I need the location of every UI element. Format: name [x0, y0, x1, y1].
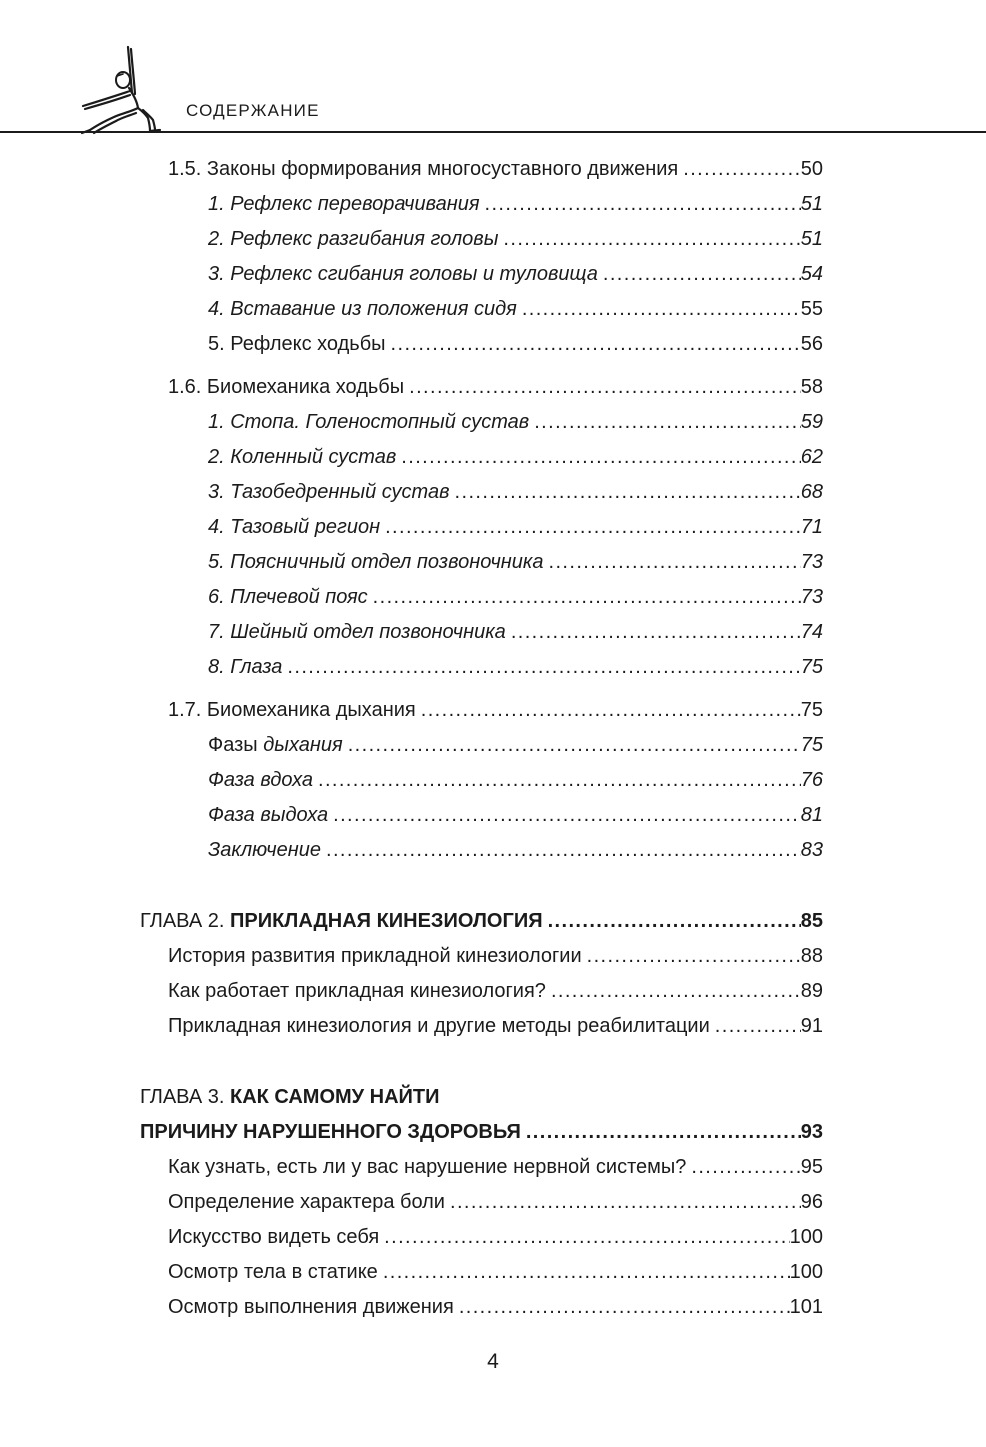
- toc-entry-page: 89: [800, 980, 823, 1002]
- toc-entry: [208, 545, 823, 580]
- toc-entry-page: 54: [800, 263, 823, 285]
- toc-entry: [168, 939, 823, 974]
- toc-entry-page: 58: [800, 376, 823, 398]
- toc-dot-leader: [445, 1185, 801, 1220]
- toc-dot-leader: [379, 1220, 789, 1255]
- toc-entry: [208, 580, 823, 615]
- toc-entry-label: 7. Шейный отдел позвоночника: [208, 621, 506, 643]
- toc-entry-label: 2. Коленный сустав: [208, 446, 397, 468]
- page-number: 4: [487, 1350, 499, 1373]
- toc-dot-leader: [282, 650, 800, 685]
- toc-entry: [140, 1080, 823, 1115]
- toc-entry-page: 85: [800, 910, 823, 932]
- toc-entry-label: 4. Тазовый регион: [208, 516, 381, 538]
- toc-entry: [140, 1115, 823, 1150]
- toc-dot-leader: [544, 545, 801, 580]
- toc-entry: [168, 1220, 823, 1255]
- toc-entry: [208, 292, 823, 327]
- toc-entry-label: Искусство видеть себя: [168, 1226, 380, 1248]
- toc-dot-leader: [517, 292, 801, 327]
- gymnast-figure-icon: [72, 40, 187, 136]
- toc-entry: [168, 1255, 823, 1290]
- toc-entry: [168, 1009, 823, 1044]
- toc-dot-leader: [416, 693, 801, 728]
- toc-entry-page: 96: [800, 1191, 823, 1213]
- toc-entry-label: 5. Поясничный отдел позвоночника: [208, 551, 544, 573]
- toc-entry-label: Прикладная кинезиология и другие методы реабилитации: [168, 1015, 710, 1037]
- toc-dot-leader: [506, 615, 801, 650]
- toc-entry: [168, 370, 823, 405]
- toc-entry: [208, 222, 823, 257]
- toc-entry-page: 83: [800, 839, 823, 861]
- toc-entry-label: 3. Тазобедренный сустав: [208, 481, 450, 503]
- table-of-contents: [0, 140, 986, 1325]
- toc-entry-page: 55: [800, 298, 823, 320]
- toc-entry-page: 93: [800, 1121, 823, 1143]
- toc-dot-leader: [386, 327, 801, 362]
- toc-entry: [208, 405, 823, 440]
- toc-entry-label: ГЛАВА 2. ПРИКЛАДНАЯ КИНЕЗИОЛОГИЯ: [140, 910, 543, 932]
- toc-dot-leader: [313, 763, 801, 798]
- toc-entry-page: 75: [800, 734, 823, 756]
- toc-entry-label: Как узнать, есть ли у вас нарушение нервной системы?: [168, 1156, 687, 1178]
- toc-entry: [208, 763, 823, 798]
- toc-entry: [208, 257, 823, 292]
- toc-entry: [208, 327, 823, 362]
- toc-entry-label: Фаза вдоха: [208, 769, 313, 791]
- toc-entry: [168, 1185, 823, 1220]
- toc-entry-label: 1.6. Биомеханика ходьбы: [168, 376, 405, 398]
- toc-entry-label: ГЛАВА 3. КАК САМОМУ НАЙТИ: [140, 1086, 440, 1108]
- toc-dot-leader: [480, 187, 801, 222]
- toc-entry-label: 4. Вставание из положения сидя: [208, 298, 517, 320]
- toc-entry-page: 50: [800, 158, 823, 180]
- toc-entry-page: 71: [800, 516, 823, 538]
- toc-entry: [168, 152, 823, 187]
- toc-entry: [208, 187, 823, 222]
- toc-entry-label: 1. Стопа. Голеностопный сустав: [208, 411, 530, 433]
- toc-dot-leader: [598, 257, 801, 292]
- toc-entry: [208, 728, 823, 763]
- toc-dot-leader: [368, 580, 801, 615]
- toc-entry-page: 75: [800, 699, 823, 721]
- toc-entry-page: 51: [800, 193, 823, 215]
- toc-dot-leader: [521, 1115, 801, 1150]
- toc-dot-leader: [321, 833, 801, 868]
- page-header: [0, 0, 986, 140]
- toc-entry-label: 8. Глаза: [208, 656, 283, 678]
- toc-entry-label: Осмотр выполнения движения: [168, 1296, 454, 1318]
- toc-dot-leader: [543, 904, 801, 939]
- toc-dot-leader: [396, 440, 800, 475]
- toc-entry-label: 1. Рефлекс переворачивания: [208, 193, 480, 215]
- toc-dot-leader: [380, 510, 801, 545]
- toc-entry-label: Определение характера боли: [168, 1191, 445, 1213]
- toc-entry: [208, 798, 823, 833]
- toc-entry-label: Как работает прикладная кинезиология?: [168, 980, 546, 1002]
- toc-dot-leader: [529, 405, 801, 440]
- toc-entry-page: 88: [800, 945, 823, 967]
- toc-dot-leader: [582, 939, 801, 974]
- toc-entry-page: 51: [800, 228, 823, 250]
- toc-dot-leader: [498, 222, 800, 257]
- toc-entry-label: ПРИЧИНУ НАРУШЕННОГО ЗДОРОВЬЯ: [140, 1121, 521, 1143]
- toc-entry: [208, 475, 823, 510]
- toc-entry-label: 1.5. Законы формирования многосуставного движения: [168, 158, 679, 180]
- toc-entry-page: 95: [800, 1156, 823, 1178]
- toc-entry-label: 6. Плечевой пояс: [208, 586, 368, 608]
- toc-entry: [208, 615, 823, 650]
- toc-entry-page: 81: [800, 804, 823, 826]
- toc-dot-leader: [678, 152, 800, 187]
- toc-entry-page: 73: [800, 551, 823, 573]
- toc-entry: [208, 510, 823, 545]
- toc-entry-page: 73: [800, 586, 823, 608]
- toc-dot-leader: [404, 370, 801, 405]
- toc-entry: [140, 904, 823, 939]
- toc-entry: [208, 440, 823, 475]
- toc-entry: [168, 974, 823, 1009]
- toc-entry-label: 3. Рефлекс сгибания головы и туловища: [208, 263, 598, 285]
- toc-entry-page: 74: [800, 621, 823, 643]
- toc-dot-leader: [328, 798, 801, 833]
- toc-entry: [168, 1150, 823, 1185]
- toc-entry-page: 91: [800, 1015, 823, 1037]
- toc-entry: [208, 833, 823, 868]
- toc-entry-page: 56: [800, 333, 823, 355]
- toc-entry-page: 59: [800, 411, 823, 433]
- toc-dot-leader: [710, 1009, 801, 1044]
- toc-entry-label: 2. Рефлекс разгибания головы: [208, 228, 499, 250]
- toc-dot-leader: [450, 475, 801, 510]
- toc-dot-leader: [454, 1290, 790, 1325]
- toc-dot-leader: [686, 1150, 800, 1185]
- toc-entry-page: 76: [800, 769, 823, 791]
- toc-entry-page: 75: [800, 656, 823, 678]
- toc-entry-page: 62: [800, 446, 823, 468]
- header-rule: [0, 131, 986, 133]
- toc-entry-page: 68: [800, 481, 823, 503]
- toc-entry-label: Осмотр тела в статике: [168, 1261, 378, 1283]
- toc-entry-label: Фазы дыхания: [208, 734, 343, 756]
- toc-entry: [208, 650, 823, 685]
- toc-entry-label: 5. Рефлекс ходьбы: [208, 333, 386, 355]
- toc-dot-leader: [378, 1255, 790, 1290]
- toc-entry-page: 100: [789, 1226, 823, 1248]
- toc-entry-label: 1.7. Биомеханика дыхания: [168, 699, 416, 721]
- header-title: СОДЕРЖАНИЕ: [186, 101, 320, 120]
- toc-entry-label: История развития прикладной кинезиологии: [168, 945, 582, 967]
- toc-dot-leader: [343, 728, 801, 763]
- toc-entry-label: Фаза выдоха: [208, 804, 329, 826]
- toc-dot-leader: [546, 974, 801, 1009]
- toc-entry-page: 100: [789, 1261, 823, 1283]
- toc-entry: [168, 693, 823, 728]
- toc-entry: [168, 1290, 823, 1325]
- toc-entry-page: 101: [789, 1296, 823, 1318]
- toc-entry-label: Заключение: [208, 839, 321, 861]
